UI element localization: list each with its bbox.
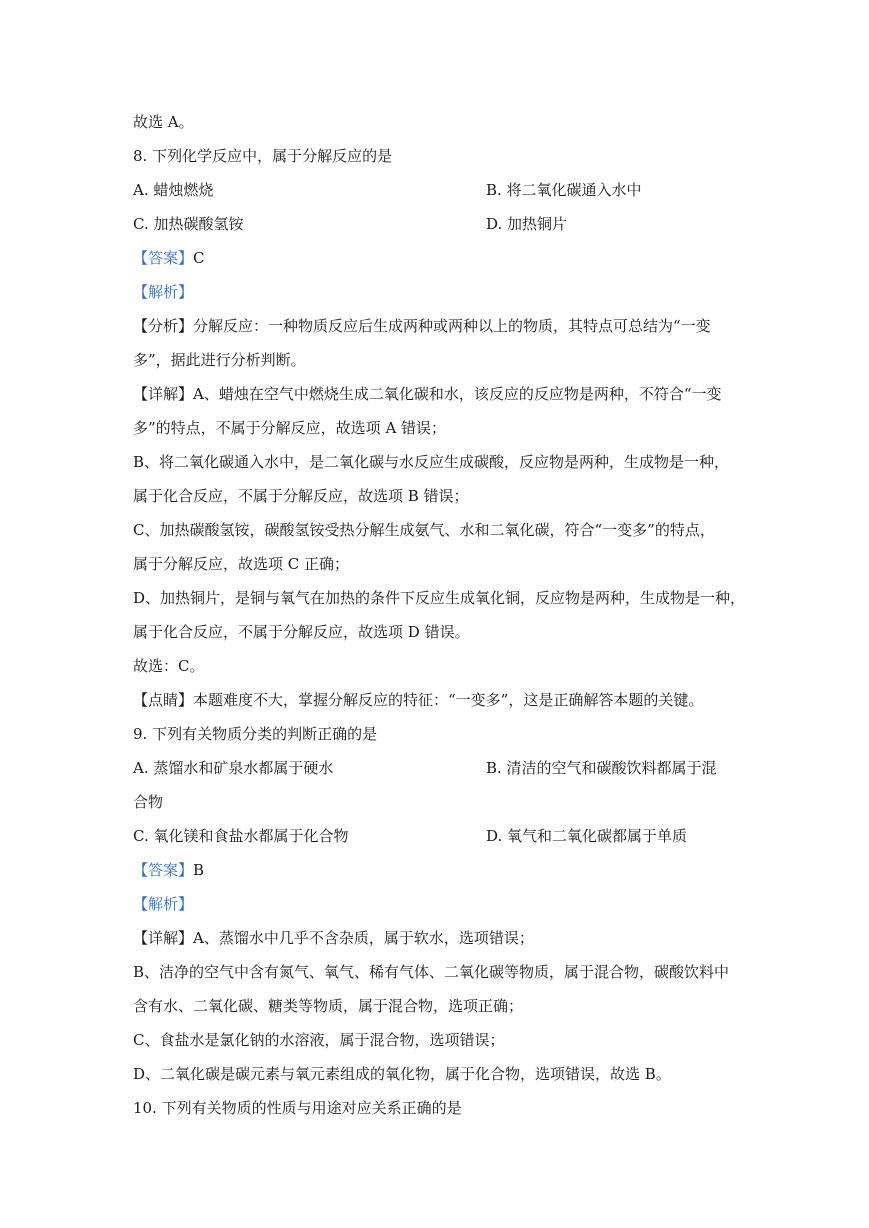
option-a: A. 蜡烛燃烧 <box>133 181 214 199</box>
option-d: D. 加热铜片 <box>486 215 568 233</box>
answer-label: 【答案】 <box>133 861 194 879</box>
text-line: B、洁净的空气中含有氮气、氧气、稀有气体、二氧化碳等物质，属于混合物，碳酸饮料中 <box>133 963 730 981</box>
text-line: 属于分解反应，故选项 C 正确； <box>133 555 350 573</box>
answer-value: B <box>193 861 205 879</box>
text-line: 【详解】A、蒸馏水中几乎不含杂质，属于软水，选项错误； <box>133 929 534 947</box>
option-b: B. 清洁的空气和碳酸饮料都属于混 <box>486 759 717 777</box>
analysis-label: 【解析】 <box>133 895 194 913</box>
analysis-label: 【解析】 <box>133 283 194 301</box>
option-b: B. 将二氧化碳通入水中 <box>486 181 642 199</box>
option-c: C. 氧化镁和食盐水都属于化合物 <box>133 827 349 845</box>
question-10-stem: 10. 下列有关物质的性质与用途对应关系正确的是 <box>133 1099 462 1117</box>
text-line: 【点睛】本题难度不大，掌握分解反应的特征：“一变多”，这是正确解答本题的关键。 <box>133 691 704 709</box>
option-c: C. 加热碳酸氢铵 <box>133 215 244 233</box>
text-line: 故选 A。 <box>133 113 194 131</box>
text-line: 合物 <box>133 793 164 811</box>
text-line: 属于化合反应，不属于分解反应，故选项 D 错误。 <box>133 623 470 641</box>
text-line: 【分析】分解反应：一种物质反应后生成两种或两种以上的物质，其特点可总结为“一变 <box>133 317 711 335</box>
answer-label: 【答案】 <box>133 249 194 267</box>
question-8-stem: 8. 下列化学反应中，属于分解反应的是 <box>133 147 393 165</box>
question-9-stem: 9. 下列有关物质分类的判断正确的是 <box>133 725 378 743</box>
text-line: 【详解】A、蜡烛在空气中燃烧生成二氧化碳和水，该反应的反应物是两种，不符合“一变 <box>133 385 722 403</box>
text-line: 故选：C。 <box>133 657 205 675</box>
option-a: A. 蒸馏水和矿泉水都属于硬水 <box>133 759 334 777</box>
text-line: B、将二氧化碳通入水中，是二氧化碳与水反应生成碳酸，反应物是两种，生成物是一种， <box>133 453 730 471</box>
answer-line <box>133 860 204 880</box>
option-d: D. 氧气和二氧化碳都属于单质 <box>486 827 688 845</box>
text-line: C、加热碳酸氢铵，碳酸氢铵受热分解生成氨气、水和二氧化碳，符合“一变多”的特点， <box>133 521 715 539</box>
text-line: 属于化合反应，不属于分解反应，故选项 B 错误； <box>133 487 469 505</box>
text-line: 多”的特点，不属于分解反应，故选项 A 错误； <box>133 419 447 437</box>
text-line: 多”，据此进行分析判断。 <box>133 351 306 369</box>
text-line: D、加热铜片，是铜与氧气在加热的条件下反应生成氧化铜，反应物是两种，生成物是一种， <box>133 589 746 607</box>
answer-line <box>133 248 205 268</box>
text-line: 含有水、二氧化碳、糖类等物质，属于混合物，选项正确； <box>133 997 524 1015</box>
text-line: C、食盐水是氯化钠的水溶液，属于混合物，选项错误； <box>133 1031 505 1049</box>
answer-value: C <box>193 249 205 267</box>
text-line: D、二氧化碳是碳元素与氧元素组成的氧化物，属于化合物，选项错误，故选 B。 <box>133 1065 671 1083</box>
